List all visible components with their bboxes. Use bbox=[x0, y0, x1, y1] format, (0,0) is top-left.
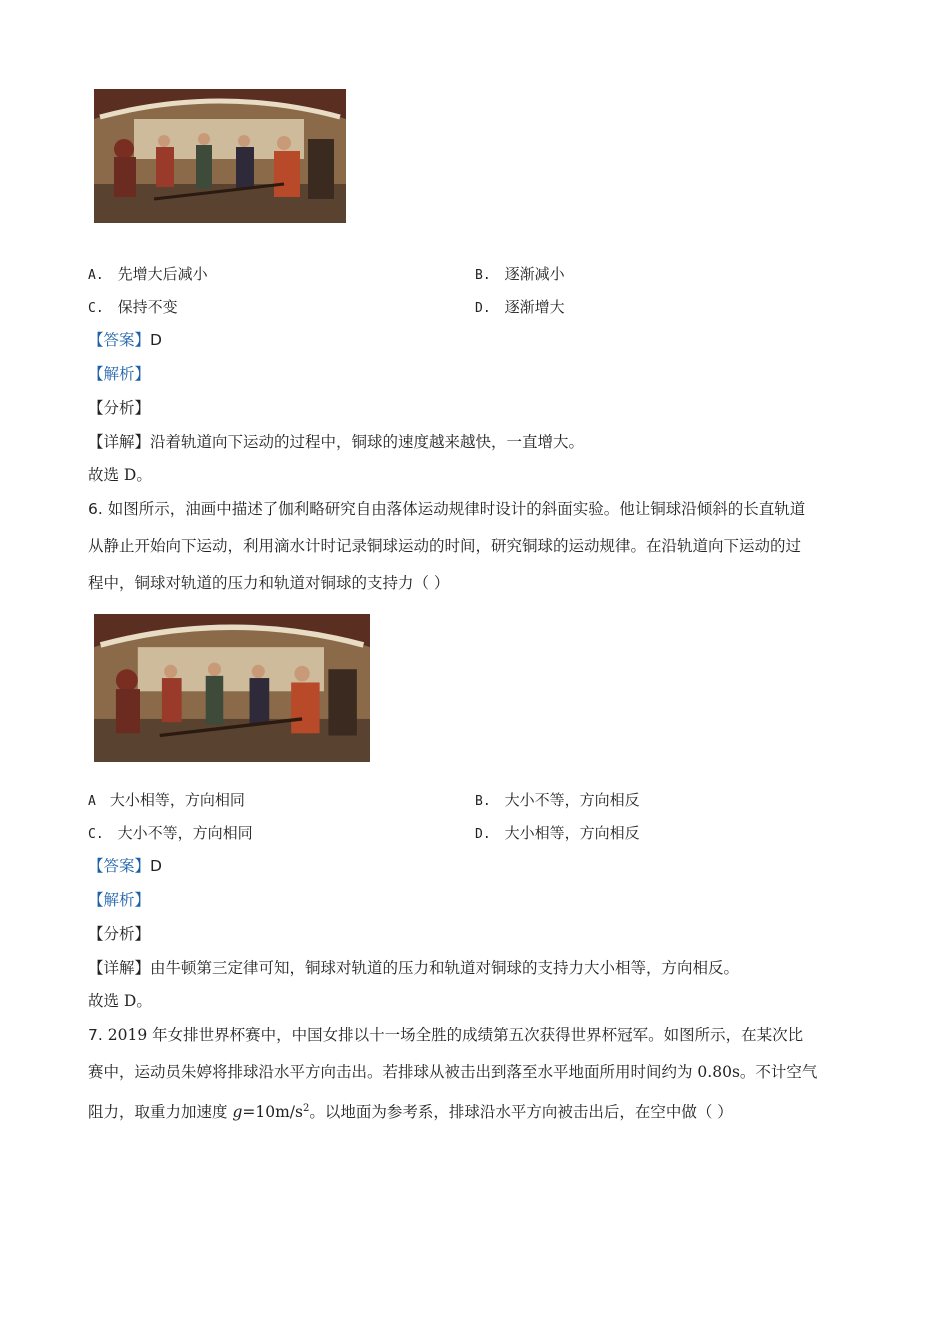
q5-option-a-letter: A. bbox=[88, 268, 104, 283]
q6-fenxi-line bbox=[88, 924, 150, 944]
q6-detail-line bbox=[88, 958, 739, 978]
painting-image-1 bbox=[94, 89, 346, 223]
q5-analysis-label: 【解析】 bbox=[88, 365, 151, 383]
q7-line3-post: 。以地面为参考系，排球沿水平方向被击出后，在空中做（ ） bbox=[309, 1103, 733, 1122]
q7-g-symbol: g bbox=[232, 1103, 243, 1122]
q6-option-d bbox=[475, 823, 640, 845]
painting-2-art bbox=[94, 614, 370, 762]
painting-1-art bbox=[94, 89, 346, 223]
q6-number: 6. bbox=[88, 500, 103, 518]
q6-answer-line bbox=[88, 856, 162, 876]
q6-option-b bbox=[475, 790, 640, 812]
q5-option-d-letter: D. bbox=[475, 301, 491, 316]
q7-g-exp: 2 bbox=[302, 1103, 310, 1114]
q5-detail-line bbox=[88, 432, 584, 452]
q6-option-c-text: 大小不等，方向相同 bbox=[117, 824, 253, 842]
q7-line3-pre: 阻力，取重力加速度 bbox=[88, 1103, 233, 1122]
q6-detail-text: 由牛顿第三定律可知，铜球对轨道的压力和轨道对铜球的支持力大小相等，方向相反。 bbox=[150, 959, 740, 977]
q6-option-a-text: 大小相等，方向相同 bbox=[109, 791, 245, 809]
q5-option-c-text: 保持不变 bbox=[117, 298, 178, 316]
q5-analysis-line bbox=[88, 364, 150, 384]
q5-detail-text: 沿着轨道向下运动的过程中，铜球的速度越来越快，一直增大。 bbox=[150, 433, 585, 451]
q5-detail-label: 【详解】 bbox=[88, 433, 151, 451]
q5-option-a-text: 先增大后减小 bbox=[117, 265, 208, 283]
q6-analysis-line bbox=[88, 890, 150, 910]
q5-option-b bbox=[475, 264, 565, 286]
q5-fenxi-label: 【分析】 bbox=[88, 399, 151, 417]
q6-fenxi-label: 【分析】 bbox=[88, 925, 151, 943]
q6-answer-label: 【答案】 bbox=[88, 857, 151, 875]
q6-option-d-text: 大小相等，方向相反 bbox=[504, 824, 640, 842]
q5-conclusion: 故选 D。 bbox=[88, 466, 152, 484]
q7-stem-line-1 bbox=[88, 1025, 803, 1045]
q5-option-a bbox=[88, 264, 208, 286]
q5-answer-value: D bbox=[150, 331, 162, 349]
q6-option-c bbox=[88, 823, 253, 845]
q5-option-c bbox=[88, 297, 178, 319]
q5-option-d-text: 逐渐增大 bbox=[504, 298, 565, 316]
q6-detail-label: 【详解】 bbox=[88, 959, 151, 977]
q5-option-c-letter: C. bbox=[88, 301, 104, 316]
q6-option-a bbox=[88, 790, 245, 812]
q6-answer-value: D bbox=[150, 857, 162, 875]
q6-stem-line-2: 从静止开始向下运动，利用滴水计时记录铜球运动的时间，研究铜球的运动规律。在沿轨道向下运动的过 bbox=[88, 537, 802, 555]
q6-option-d-letter: D. bbox=[475, 827, 491, 842]
painting-image-2 bbox=[94, 614, 370, 762]
q5-option-b-text: 逐渐减小 bbox=[504, 265, 565, 283]
q5-answer-line bbox=[88, 330, 162, 350]
q7-g-value: =10m/s bbox=[242, 1103, 303, 1122]
q7-number: 7. bbox=[88, 1026, 103, 1044]
q5-fenxi-line bbox=[88, 398, 150, 418]
q5-option-d bbox=[475, 297, 565, 319]
q5-answer-label: 【答案】 bbox=[88, 331, 151, 349]
q6-option-a-letter: A bbox=[88, 794, 96, 809]
q6-stem-line-3: 程中，铜球对轨道的压力和轨道对铜球的支持力（ ） bbox=[88, 574, 450, 592]
q5-option-b-letter: B. bbox=[475, 268, 491, 283]
q6-option-b-letter: B. bbox=[475, 794, 491, 809]
q7-stem-text-1: 2019 年女排世界杯赛中，中国女排以十一场全胜的成绩第五次获得世界杯冠军。如图所示，在某次比 bbox=[107, 1026, 804, 1044]
q6-analysis-label: 【解析】 bbox=[88, 891, 151, 909]
q6-option-b-text: 大小不等，方向相反 bbox=[504, 791, 640, 809]
q6-stem-line-1 bbox=[88, 499, 805, 519]
q6-conclusion: 故选 D。 bbox=[88, 992, 152, 1010]
q6-stem-text-1: 如图所示，油画中描述了伽利略研究自由落体运动规律时设计的斜面实验。他让铜球沿倾斜的长直轨道 bbox=[107, 500, 806, 518]
q7-stem-line-2: 赛中，运动员朱婷将排球沿水平方向击出。若排球从被击出到落至水平地面所用时间约为 0.80s。不计空气 bbox=[88, 1063, 818, 1081]
q6-option-c-letter: C. bbox=[88, 827, 104, 842]
q7-stem-line-3 bbox=[88, 1099, 733, 1122]
